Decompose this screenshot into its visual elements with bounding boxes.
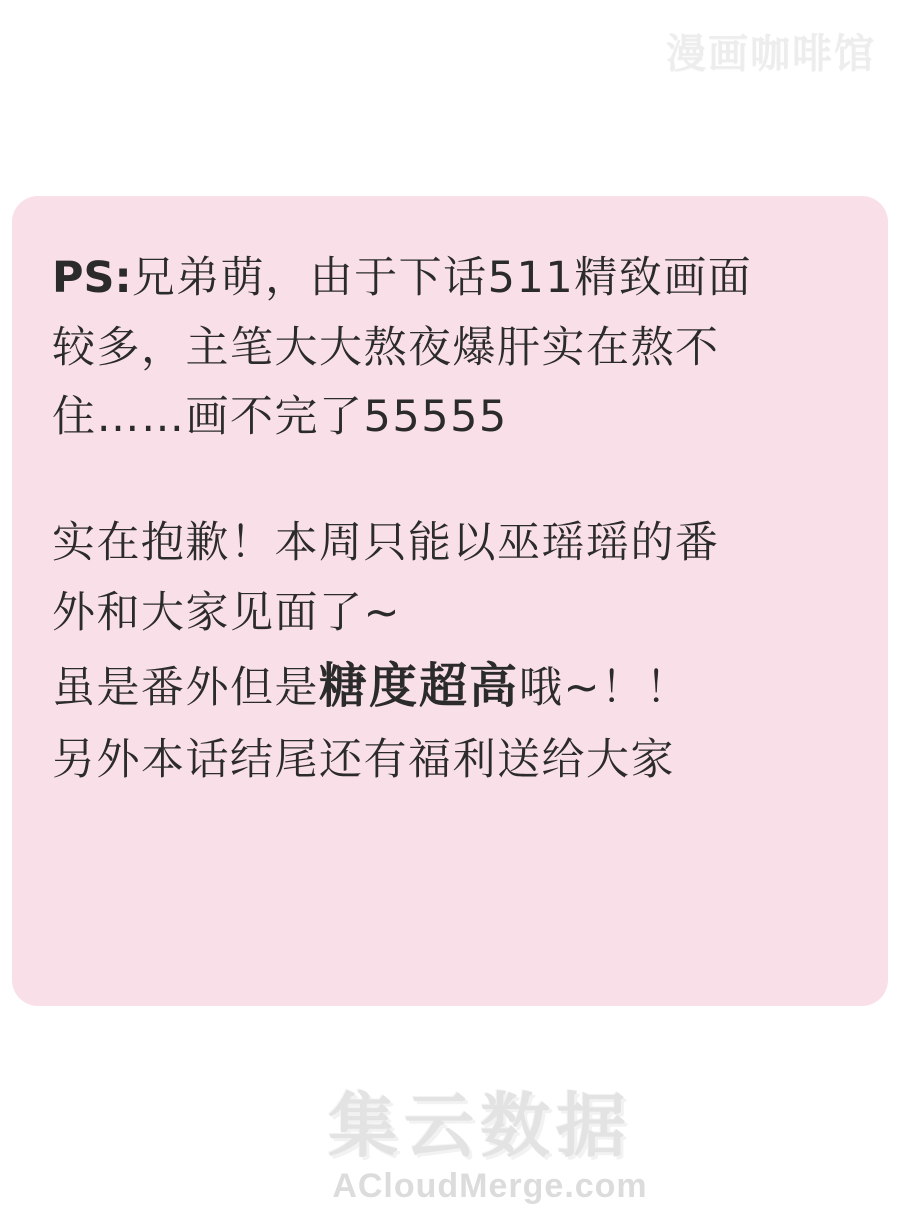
note-line-1-text: 兄弟萌，由于下话511精致画面 — [131, 253, 753, 303]
note-line-3: 住……画不完了55555 — [52, 392, 508, 443]
note-line-6-before: 虽是番外但是 — [52, 663, 319, 714]
ps-label: PS: — [52, 253, 132, 303]
note-line-5: 外和大家见面了~ — [52, 587, 402, 638]
bottom-watermark-en: ACloudMerge.com — [332, 1167, 648, 1205]
note-line-6 — [52, 648, 848, 726]
note-line-4: 实在抱歉！本周只能以巫瑶瑶的番 — [52, 517, 720, 568]
note-line-7: 另外本话结尾还有福利送给大家 — [52, 735, 675, 786]
note-line-2: 较多，主笔大大熬夜爆肝实在熬不 — [52, 322, 720, 373]
note-line-6-after: 哦~！！ — [519, 663, 691, 714]
note-line-6-emphasis: 糖度超高 — [319, 658, 520, 715]
note-line-1 — [52, 244, 848, 314]
announcement-card — [12, 196, 888, 1006]
top-watermark: 漫画咖啡馆 — [666, 32, 876, 76]
paragraph-spacer — [52, 453, 848, 509]
bottom-watermark — [0, 1087, 900, 1206]
bottom-watermark-cn: 集云数据 — [328, 1087, 632, 1165]
